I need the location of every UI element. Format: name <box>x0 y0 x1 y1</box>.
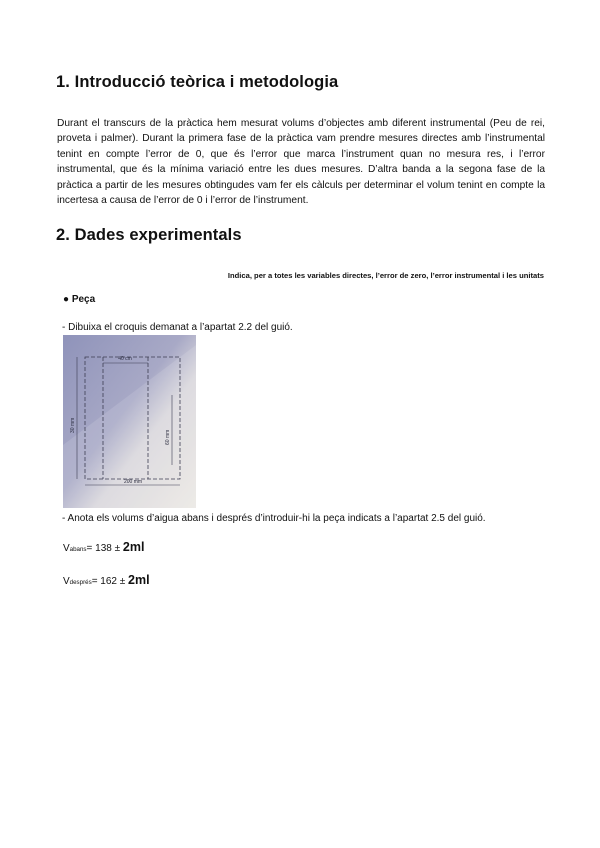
instruction-note: Indica, per a totes les variables directes, l’error de zero, l’error instrumental i les unitats <box>227 271 544 280</box>
volume-after-subscript: després <box>69 579 92 586</box>
sketch-bottom-label: 200 mm <box>123 479 143 485</box>
volume-before-value: = 138 ± <box>86 543 123 554</box>
bullet-item-peca <box>63 294 95 305</box>
volume-after-unit: 2ml <box>128 573 150 587</box>
volume-before-unit: 2ml <box>122 540 145 554</box>
volume-after <box>63 573 150 587</box>
section1-heading: 1. Introducció teòrica i metodologia <box>56 73 339 91</box>
volume-before <box>63 540 144 554</box>
sketch-right-label: 60 mm <box>165 429 171 445</box>
sketch-top-label: 40 cm <box>118 356 132 362</box>
bullet-label: Peça <box>71 294 96 305</box>
volume-after-value: = 162 ± <box>91 576 129 587</box>
volume-instruction: - Anota els volums d’aigua abans i després d’introduir-hi la peça indicats a l’apartat 2.5 del guió. <box>62 513 486 524</box>
sketch-drawing <box>63 335 196 508</box>
sketch-photo <box>63 335 196 508</box>
volume-after-symbol: V <box>63 576 70 587</box>
volume-before-subscript: abans <box>69 546 87 553</box>
volume-before-symbol: V <box>63 543 70 554</box>
section2-heading: 2. Dades experimentals <box>56 226 242 244</box>
intro-paragraph: Durant el transcurs de la pràctica hem mesurat volums d’objectes amb diferent instrumental (Peu de rei, proveta i palmer). Durant la primera fase de la pràctica vam prendre mesures directes amb l’instrumental tenint en compte l’error de 0, que és l’error que marca l’instrument quan no mesura res, i l’error instrumental, que és la mínima variació entre les dues mesures. D’altra banda a la segona fase de la pràctica a partir de les mesures obtingudes vam fer els càlculs per determinar el volum tenint en compte la incertesa a causa de l’error de 0 i l’error de l’instrument. <box>57 118 545 207</box>
sketch-instruction: - Dibuixa el croquis demanat a l’apartat 2.2 del guió. <box>62 322 293 333</box>
sketch-left-label: 30 mm <box>70 417 76 433</box>
bullet-icon: ● <box>63 294 72 305</box>
